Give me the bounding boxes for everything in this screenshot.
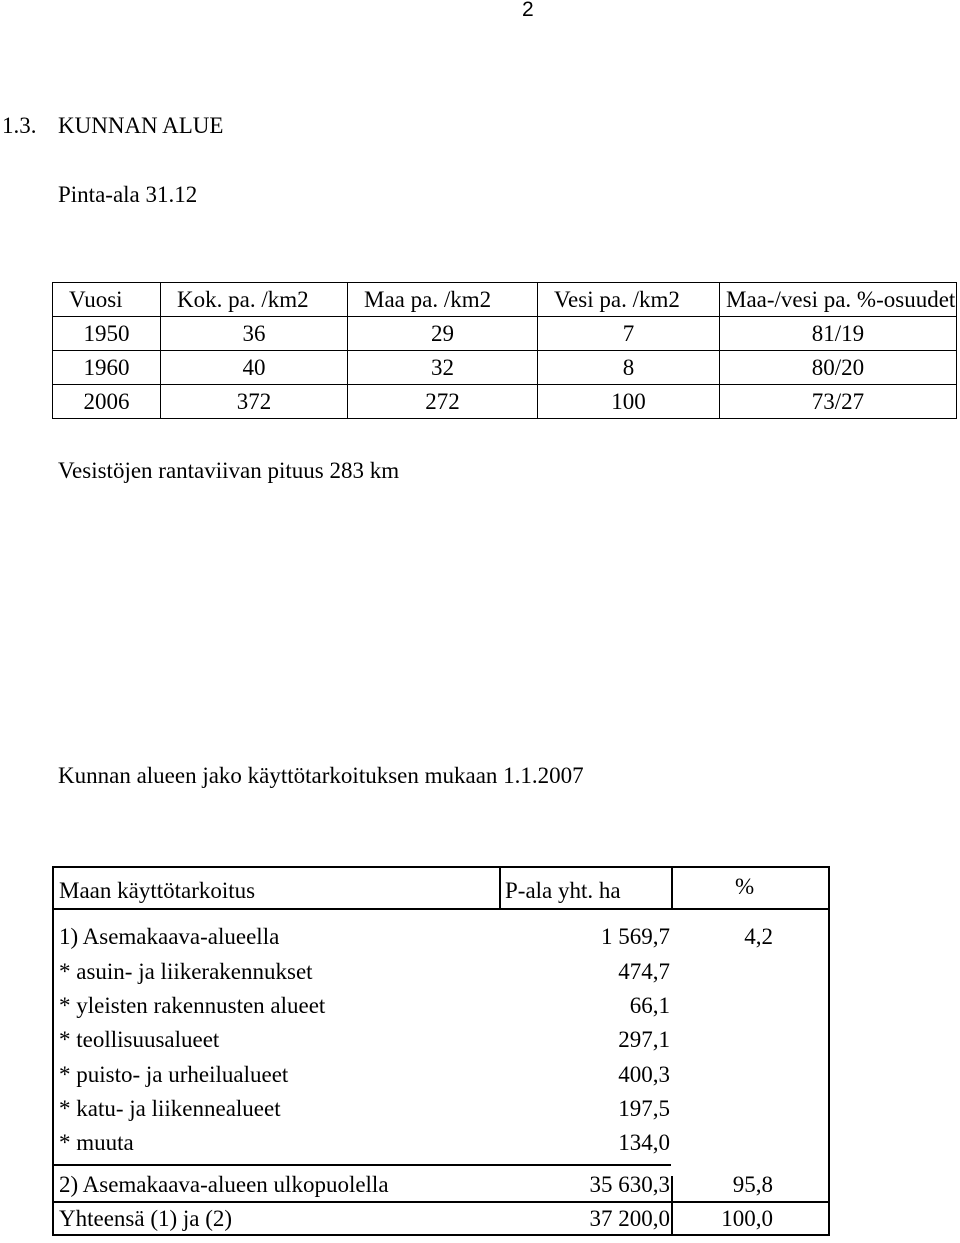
- header-cell: Vuosi: [53, 283, 161, 317]
- table-cell: 36: [161, 317, 348, 351]
- land-use-area: 197,5: [618, 1096, 670, 1121]
- header-cell: %: [735, 874, 755, 899]
- table-cell: 272: [348, 385, 538, 419]
- table-cell: 7: [538, 317, 720, 351]
- land-use-area: 134,0: [618, 1130, 670, 1155]
- table-row: [53, 317, 957, 351]
- land-use-area: 37 200,0: [589, 1206, 670, 1231]
- column-divider: [671, 868, 673, 910]
- table-cell: 2006: [53, 385, 161, 419]
- land-use-label: Yhteensä (1) ja (2): [59, 1206, 233, 1231]
- table-cell: 29: [348, 317, 538, 351]
- land-use-label: * katu- ja liikennealueet: [59, 1096, 281, 1121]
- header-cell: Kok. pa. /km2: [161, 283, 348, 317]
- table-header-row: [54, 868, 828, 910]
- land-use-label: * muuta: [59, 1130, 134, 1155]
- row-divider: [54, 1201, 828, 1203]
- land-use-title: Kunnan alueen jako käyttötarkoituksen mukaan 1.1.2007: [58, 763, 584, 788]
- land-use-label: * asuin- ja liikerakennukset: [59, 959, 313, 984]
- land-use-area: 400,3: [618, 1062, 670, 1087]
- table-cell: 81/19: [720, 317, 957, 351]
- land-use-area: 297,1: [618, 1027, 670, 1052]
- table-cell: 8: [538, 351, 720, 385]
- row-divider: [54, 1164, 671, 1166]
- land-use-label: * yleisten rakennusten alueet: [59, 993, 326, 1018]
- page-number: 2: [522, 0, 534, 21]
- table-row: [53, 351, 957, 385]
- table-row: [53, 385, 957, 419]
- land-use-area: 474,7: [618, 959, 670, 984]
- header-cell: Maan käyttötarkoitus: [59, 878, 256, 903]
- table-cell: 1950: [53, 317, 161, 351]
- table-cell: 32: [348, 351, 538, 385]
- land-use-table: [52, 866, 830, 1236]
- header-cell: Vesi pa. /km2: [538, 283, 720, 317]
- column-divider: [671, 1176, 673, 1236]
- table-cell: 100: [538, 385, 720, 419]
- land-use-percent: 4,2: [744, 924, 773, 949]
- header-cell: P-ala yht. ha: [505, 878, 621, 903]
- land-use-label: 2) Asemakaava-alueen ulkopuolella: [59, 1172, 389, 1197]
- column-divider: [499, 868, 501, 910]
- section-number: 1.3.: [2, 113, 37, 138]
- section-title: KUNNAN ALUE: [58, 113, 224, 138]
- density-table: [52, 282, 957, 419]
- land-use-percent: 100,0: [721, 1206, 773, 1231]
- land-use-area: 66,1: [629, 993, 670, 1018]
- table-cell: 73/27: [720, 385, 957, 419]
- table-cell: 80/20: [720, 351, 957, 385]
- table-header-row: [53, 283, 957, 317]
- land-use-label: * puisto- ja urheilualueet: [59, 1062, 289, 1087]
- table-cell: 1960: [53, 351, 161, 385]
- land-use-area: 35 630,3: [589, 1172, 670, 1197]
- header-cell: Maa-/vesi pa. %-osuudet: [720, 283, 957, 317]
- table-cell: 40: [161, 351, 348, 385]
- table-cell: 372: [161, 385, 348, 419]
- land-use-label: 1) Asemakaava-alueella: [59, 924, 280, 949]
- land-use-area: 1 569,7: [601, 924, 670, 949]
- shoreline-length: Vesistöjen rantaviivan pituus 283 km: [58, 458, 400, 483]
- area-heading: Pinta-ala 31.12: [58, 182, 198, 207]
- land-use-label: * teollisuusalueet: [59, 1027, 220, 1052]
- header-cell: Maa pa. /km2: [348, 283, 538, 317]
- section-heading: [2, 113, 223, 139]
- land-use-percent: 95,8: [732, 1172, 773, 1197]
